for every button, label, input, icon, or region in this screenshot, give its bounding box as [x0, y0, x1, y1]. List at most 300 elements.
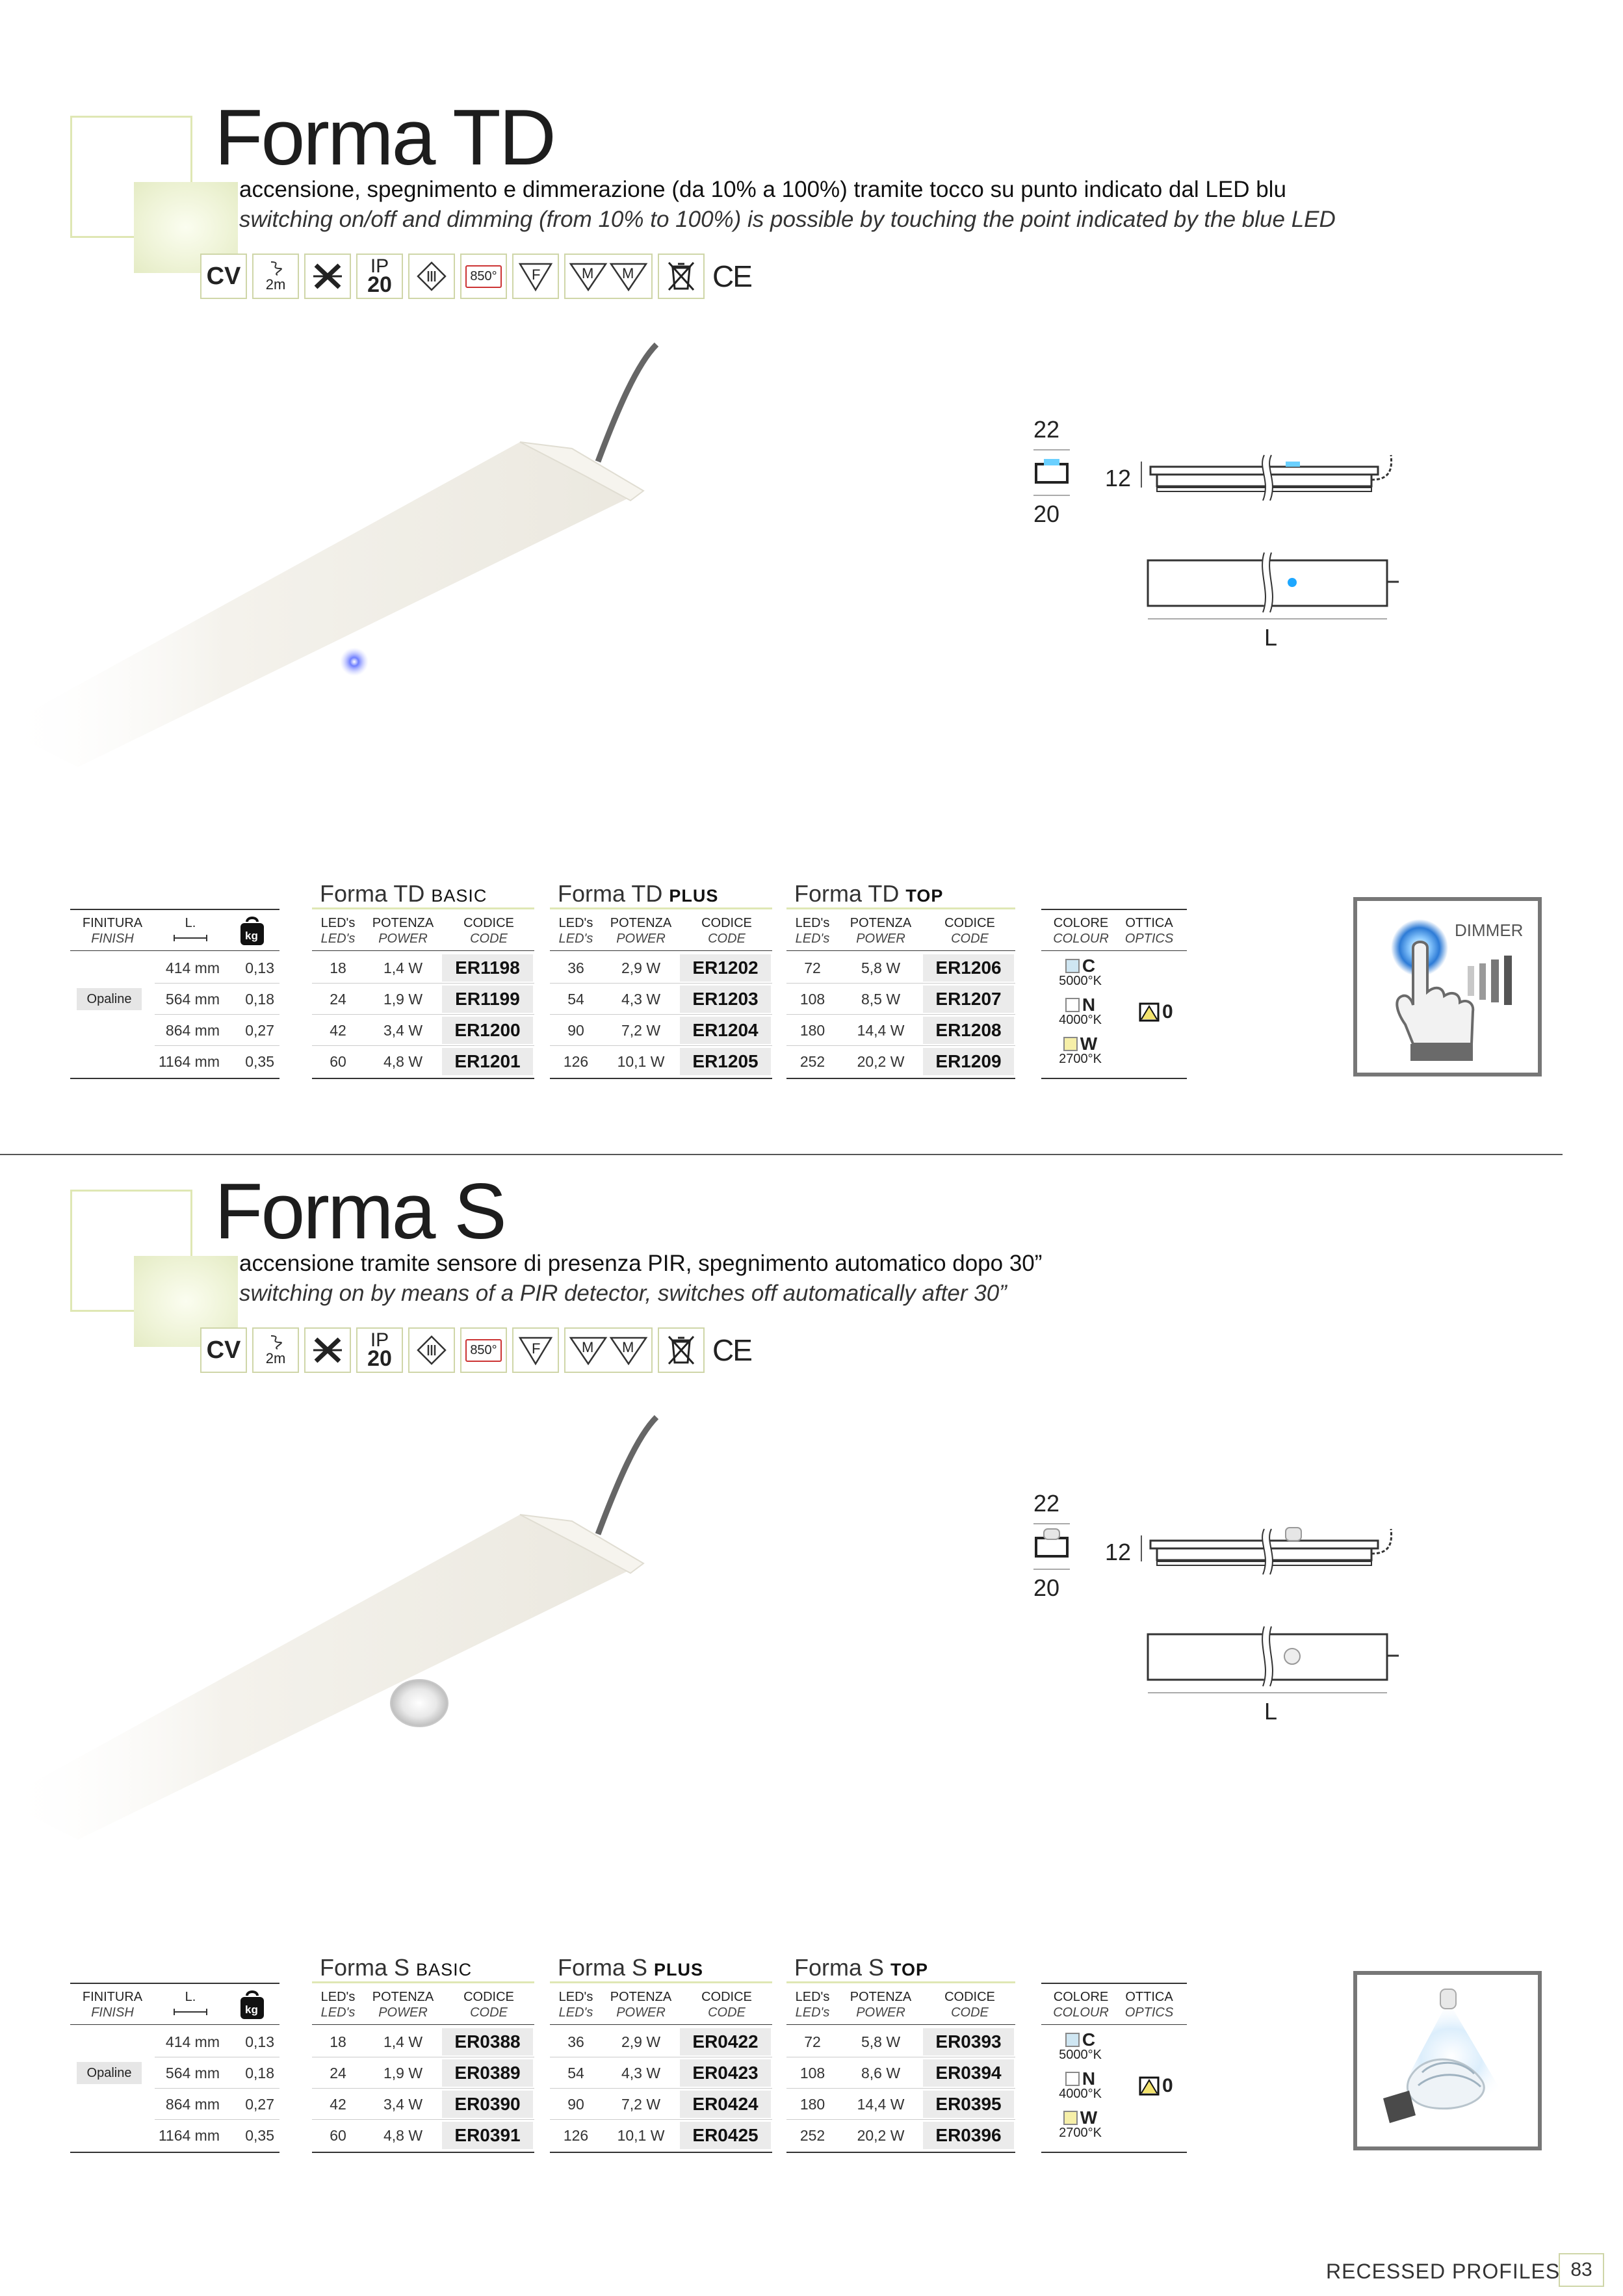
header-finish-it: FINITURA — [82, 1990, 143, 2004]
ip-label: IP — [370, 1329, 389, 1351]
certification-icons — [200, 1327, 751, 1373]
header-colour-it: COLORE — [1053, 1990, 1109, 2004]
variant-name: Forma TD — [794, 880, 900, 907]
header-power-it: POTENZA — [372, 1990, 434, 2004]
variant-accent-rule — [312, 907, 534, 909]
color-table-bottom-rule — [1041, 1078, 1187, 1079]
dim-width: 22 — [1033, 416, 1060, 443]
leds-cell: 42 — [330, 1021, 346, 1039]
header-code-en: CODE — [470, 2005, 508, 2020]
header-leds-it: LED's — [320, 916, 356, 930]
header-code-en: CODE — [708, 932, 746, 946]
header-code — [681, 1989, 772, 2020]
row-rule — [786, 983, 1015, 984]
power-cell: 3,4 W — [383, 1021, 423, 1039]
cable-2m-icon — [252, 254, 299, 299]
table-bottom-rule — [312, 1078, 534, 1079]
color-option — [1054, 2068, 1106, 2102]
code-cell: ER0393 — [923, 2028, 1014, 2055]
variant-tier: TOP — [890, 1960, 929, 1979]
table-row — [312, 1048, 533, 1075]
header-power-en: POWER — [856, 932, 905, 946]
row-rule — [155, 2088, 279, 2089]
table-row — [312, 954, 533, 982]
table-bottom-rule — [312, 2152, 534, 2153]
header-colour-en: COLOUR — [1053, 932, 1109, 946]
header-leds — [550, 915, 602, 946]
table-row — [550, 2028, 771, 2055]
table-row — [786, 2059, 1014, 2087]
header-leds-it: LED's — [558, 916, 593, 930]
row-rule — [155, 1014, 279, 1015]
leds-cell: 18 — [330, 2033, 346, 2050]
table-header-rule — [70, 950, 279, 951]
beam-icon — [1139, 2076, 1160, 2096]
color-option — [1054, 956, 1106, 989]
power-cell: 1,9 W — [383, 990, 423, 1008]
swatch-icon — [1063, 2111, 1078, 2125]
table-row — [786, 985, 1014, 1013]
swatch-icon — [1065, 2072, 1080, 2086]
weee-bin-icon — [658, 1327, 705, 1373]
header-power-it: POTENZA — [850, 916, 912, 930]
row-rule — [550, 2088, 772, 2089]
description-italian: accensione, spegnimento e dimmerazione (da 10% a 100%) tramite tocco su punto indicato dal LED blu — [239, 177, 1286, 202]
header-finish-en: FINISH — [91, 932, 134, 946]
header-power-it: POTENZA — [850, 1990, 912, 2004]
header-code-en: CODE — [708, 2005, 746, 2020]
header-leds-it: LED's — [558, 1990, 593, 2004]
power-cell: 1,4 W — [383, 959, 423, 976]
table-bottom-rule — [70, 1078, 279, 1079]
power-cell: 4,3 W — [621, 2064, 661, 2081]
code-cell: ER0394 — [923, 2059, 1014, 2087]
code-cell: ER0423 — [680, 2059, 771, 2087]
header-power — [364, 1989, 442, 2020]
color-850-label: 850° — [465, 1339, 501, 1362]
header-code — [443, 1989, 534, 2020]
table-bottom-rule — [550, 1078, 772, 1079]
leds-cell: 90 — [567, 1021, 584, 1039]
variant-tier: BASIC — [431, 886, 487, 906]
table-row — [786, 1048, 1014, 1075]
class-iii-icon — [408, 1327, 455, 1373]
header-power-en: POWER — [378, 932, 428, 946]
header-optics-it: OTTICA — [1125, 916, 1173, 930]
color-temp: 4000°K — [1059, 2087, 1102, 2101]
table-row — [155, 2059, 274, 2087]
color-850-icon — [460, 1327, 507, 1373]
no-dimmer-icon — [304, 254, 351, 299]
header-power — [838, 1989, 923, 2020]
leds-cell: 54 — [567, 2064, 584, 2081]
svg-text:kg: kg — [245, 2003, 258, 2016]
product-image — [0, 325, 682, 767]
dim-length: L — [1264, 624, 1278, 651]
color-letter: N — [1082, 995, 1096, 1015]
table-bottom-rule — [550, 2152, 772, 2153]
header-power — [602, 915, 680, 946]
color-table-top-rule — [1041, 1983, 1187, 1984]
table-row — [786, 2091, 1014, 2118]
color-850-label: 850° — [465, 265, 501, 288]
finish-value: Opaline — [77, 988, 142, 1010]
length-cell: 1164 mm — [158, 2126, 220, 2144]
cv-icon: CV — [200, 254, 247, 299]
variant-accent-rule — [550, 907, 772, 909]
table-row — [786, 2028, 1014, 2055]
row-rule — [786, 1045, 1015, 1046]
header-length — [168, 1989, 213, 2020]
header-power-en: POWER — [378, 2005, 428, 2020]
power-cell: 2,9 W — [621, 959, 661, 976]
power-cell: 10,1 W — [617, 1052, 665, 1070]
optic-option — [1139, 2075, 1173, 2097]
table-row — [155, 1048, 274, 1075]
dim-depth: 20 — [1033, 1574, 1060, 1601]
header-leds-en: LED's — [320, 2005, 356, 2020]
variant-tier: TOP — [905, 886, 944, 906]
weight-cell: 0,18 — [245, 2064, 274, 2081]
row-rule — [786, 2088, 1015, 2089]
leds-cell: 72 — [804, 959, 821, 976]
table-row — [155, 2122, 274, 2149]
leds-cell: 60 — [330, 1052, 346, 1070]
power-cell: 4,8 W — [383, 1052, 423, 1070]
code-cell: ER1199 — [442, 985, 533, 1013]
table-header-rule — [312, 2024, 534, 2025]
variant-title-basic — [320, 880, 487, 907]
class-iii-icon — [408, 254, 455, 299]
svg-text:M: M — [582, 265, 594, 281]
variant-name: Forma S — [320, 1954, 410, 1981]
power-cell: 1,4 W — [383, 2033, 423, 2050]
header-power — [838, 915, 923, 946]
header-code-it: CODICE — [701, 916, 752, 930]
dim-height: 12 — [1105, 465, 1132, 491]
ip-label: IP — [370, 255, 389, 277]
swatch-icon — [1065, 998, 1080, 1012]
product-image — [0, 1398, 682, 1840]
leds-cell: 72 — [804, 2033, 821, 2050]
variant-name: Forma S — [558, 1954, 648, 1981]
f-mark-icon — [512, 254, 559, 299]
table-row — [312, 2059, 533, 2087]
header-optics — [1117, 1989, 1182, 2020]
header-colour — [1045, 915, 1117, 946]
header-finish-en: FINISH — [91, 2005, 134, 2020]
color-temp: 4000°K — [1059, 1013, 1102, 1027]
header-code-en: CODE — [951, 932, 989, 946]
swatch-icon — [1065, 959, 1080, 973]
code-cell: ER0391 — [442, 2122, 533, 2149]
power-cell: 3,4 W — [383, 2095, 423, 2113]
length-cell: 864 mm — [165, 1021, 220, 1039]
header-power — [364, 915, 442, 946]
power-cell: 5,8 W — [861, 2033, 901, 2050]
leds-cell: 252 — [799, 1052, 825, 1070]
variant-accent-rule — [786, 1981, 1015, 1983]
code-cell: ER1207 — [923, 985, 1014, 1013]
table-row — [786, 954, 1014, 982]
header-leds — [786, 1989, 838, 2020]
variant-accent-rule — [550, 1981, 772, 1983]
ce-mark-icon: CE — [712, 259, 751, 293]
power-cell: 20,2 W — [857, 2126, 905, 2144]
table-row — [155, 954, 274, 982]
code-cell: ER1203 — [680, 985, 771, 1013]
code-cell: ER0422 — [680, 2028, 771, 2055]
leds-cell: 24 — [330, 2064, 346, 2081]
swatch-icon — [1065, 2033, 1080, 2047]
weight-icon — [238, 1989, 266, 2020]
header-finish — [77, 915, 148, 946]
length-arrow-icon — [172, 2007, 209, 2016]
leds-cell: 108 — [799, 990, 825, 1008]
optic-value: 0 — [1162, 1001, 1173, 1023]
power-cell: 10,1 W — [617, 2126, 665, 2144]
header-code-it: CODICE — [701, 1990, 752, 2004]
finish-value: Opaline — [77, 2062, 142, 2084]
color-letter: C — [1082, 2029, 1096, 2050]
table-row — [312, 2122, 533, 2149]
power-cell: 20,2 W — [857, 1052, 905, 1070]
swatch-icon — [1063, 1037, 1078, 1051]
profile-drawing — [1020, 442, 1410, 637]
color-table-top-rule — [1041, 909, 1187, 910]
length-cell: 414 mm — [165, 2033, 220, 2050]
optic-value: 0 — [1162, 2075, 1173, 2096]
leds-cell: 42 — [330, 2095, 346, 2113]
power-cell: 14,4 W — [857, 2095, 905, 2113]
code-cell: ER0390 — [442, 2091, 533, 2118]
variant-accent-rule — [312, 1981, 534, 1983]
power-cell: 1,9 W — [383, 2064, 423, 2081]
touch-hand-icon — [1370, 914, 1533, 1063]
header-leds — [786, 915, 838, 946]
power-cell: 8,6 W — [861, 2064, 901, 2081]
weee-bin-icon — [658, 254, 705, 299]
svg-text:kg: kg — [245, 930, 258, 942]
variant-tier: PLUS — [654, 1960, 704, 1979]
leds-cell: 36 — [567, 2033, 584, 2050]
code-cell: ER1205 — [680, 1048, 771, 1075]
table-row — [155, 985, 274, 1013]
weight-cell: 0,13 — [245, 959, 274, 976]
row-rule — [550, 1045, 772, 1046]
color-letter: N — [1082, 2068, 1096, 2089]
dimmer-feature-box — [1353, 897, 1542, 1076]
table-header-rule — [312, 950, 534, 951]
row-rule — [550, 983, 772, 984]
table-row — [786, 2122, 1014, 2149]
color-option — [1054, 2107, 1106, 2141]
variant-tier: BASIC — [416, 1960, 473, 1979]
color-temp: 5000°K — [1059, 974, 1102, 988]
header-colour-it: COLORE — [1053, 916, 1109, 930]
table-top-rule — [70, 1983, 279, 1984]
header-length-label: L. — [185, 1990, 196, 2004]
table-row — [550, 1017, 771, 1044]
leds-cell: 180 — [799, 1021, 825, 1039]
color-option — [1054, 2029, 1106, 2063]
f-mark-icon — [512, 1327, 559, 1373]
leds-cell: 18 — [330, 959, 346, 976]
header-code — [924, 1989, 1015, 2020]
dim-height: 12 — [1105, 1539, 1132, 1565]
table-row — [550, 1048, 771, 1075]
header-code-it: CODICE — [944, 916, 995, 930]
variant-name: Forma TD — [320, 880, 425, 907]
length-cell: 414 mm — [165, 959, 220, 976]
row-rule — [312, 2088, 534, 2089]
section-title: Forma S — [214, 1167, 505, 1255]
table-row — [550, 985, 771, 1013]
description-english: switching on by means of a PIR detector, switches off automatically after 30” — [239, 1281, 1007, 1306]
code-cell: ER0395 — [923, 2091, 1014, 2118]
table-header-rule — [550, 950, 772, 951]
ip-rating: 20 — [367, 1346, 392, 1371]
header-optics-it: OTTICA — [1125, 1990, 1173, 2004]
color-temp: 2700°K — [1059, 2126, 1102, 2140]
power-cell: 4,8 W — [383, 2126, 423, 2144]
header-power-it: POTENZA — [610, 1990, 672, 2004]
length-cell: 564 mm — [165, 990, 220, 1008]
header-leds-en: LED's — [320, 932, 356, 946]
color-table-header-rule — [1041, 2024, 1187, 2025]
variant-accent-rule — [786, 907, 1015, 909]
dim-width: 22 — [1033, 1490, 1060, 1517]
table-row — [312, 1017, 533, 1044]
mm-mark-icon — [564, 1327, 653, 1373]
leds-cell: 60 — [330, 2126, 346, 2144]
code-cell: ER0396 — [923, 2122, 1014, 2149]
table-header-rule — [786, 950, 1015, 951]
leds-cell: 54 — [567, 990, 584, 1008]
header-code — [924, 915, 1015, 946]
color-letter: W — [1080, 2107, 1098, 2128]
ip-rating: 20 — [367, 272, 392, 297]
variant-title-top — [794, 1954, 928, 1981]
code-cell: ER1200 — [442, 1017, 533, 1044]
header-leds — [312, 915, 364, 946]
power-cell: 7,2 W — [621, 1021, 661, 1039]
mm-mark-icon — [564, 254, 653, 299]
header-code — [681, 915, 772, 946]
table-row — [312, 2091, 533, 2118]
code-cell: ER1201 — [442, 1048, 533, 1075]
code-cell: ER0424 — [680, 2091, 771, 2118]
header-optics-en: OPTICS — [1124, 932, 1174, 946]
header-code — [443, 915, 534, 946]
header-length-label: L. — [185, 916, 196, 930]
leds-cell: 126 — [563, 2126, 589, 2144]
length-arrow-icon — [172, 933, 209, 943]
no-dimmer-icon — [304, 1327, 351, 1373]
leds-cell: 180 — [799, 2095, 825, 2113]
row-rule — [312, 1045, 534, 1046]
leds-cell: 108 — [799, 2064, 825, 2081]
header-colour-en: COLOUR — [1053, 2005, 1109, 2020]
row-rule — [312, 983, 534, 984]
header-leds — [550, 1989, 602, 2020]
weight-cell: 0,35 — [245, 1052, 274, 1070]
code-cell: ER1208 — [923, 1017, 1014, 1044]
power-cell: 7,2 W — [621, 2095, 661, 2113]
table-row — [155, 2028, 274, 2055]
row-rule — [786, 2119, 1015, 2120]
weight-cell: 0,13 — [245, 2033, 274, 2050]
weight-icon — [238, 915, 266, 946]
variant-name: Forma TD — [558, 880, 663, 907]
code-cell: ER1204 — [680, 1017, 771, 1044]
power-cell: 4,3 W — [621, 990, 661, 1008]
cv-icon: CV — [200, 1327, 247, 1373]
variant-title-plus — [558, 1954, 703, 1981]
header-leds-en: LED's — [795, 2005, 830, 2020]
row-rule — [155, 1045, 279, 1046]
table-row — [786, 1017, 1014, 1044]
variant-title-top — [794, 880, 943, 907]
code-cell: ER0388 — [442, 2028, 533, 2055]
code-cell: ER0425 — [680, 2122, 771, 2149]
header-length — [168, 915, 213, 946]
pir-sensor-icon — [1364, 1981, 1533, 2144]
row-rule — [550, 1014, 772, 1015]
row-rule — [155, 983, 279, 984]
svg-text:F: F — [532, 1340, 541, 1357]
variant-title-plus — [558, 880, 718, 907]
color-option — [1054, 1034, 1106, 1067]
power-cell: 14,4 W — [857, 1021, 905, 1039]
power-cell: 5,8 W — [861, 959, 901, 976]
header-power-en: POWER — [616, 932, 666, 946]
table-row — [155, 2091, 274, 2118]
header-power — [602, 1989, 680, 2020]
length-cell: 564 mm — [165, 2064, 220, 2081]
header-power-en: POWER — [616, 2005, 666, 2020]
footer-category: RECESSED PROFILES — [1326, 2260, 1561, 2283]
header-power-it: POTENZA — [372, 916, 434, 930]
header-leds-it: LED's — [320, 1990, 356, 2004]
pir-sensor-feature-box — [1353, 1971, 1542, 2150]
cable-length-label: 2m — [265, 276, 286, 293]
ce-mark-icon: CE — [712, 1333, 751, 1367]
row-rule — [312, 1014, 534, 1015]
code-cell: ER0389 — [442, 2059, 533, 2087]
length-cell: 864 mm — [165, 2095, 220, 2113]
svg-text:M: M — [622, 265, 634, 281]
section-title: Forma TD — [214, 93, 554, 181]
dim-depth: 20 — [1033, 501, 1060, 527]
table-row — [550, 2059, 771, 2087]
leds-cell: 24 — [330, 990, 346, 1008]
color-850-icon — [460, 254, 507, 299]
svg-text:M: M — [622, 1339, 634, 1355]
leds-cell: 90 — [567, 2095, 584, 2113]
variant-title-basic — [320, 1954, 472, 1981]
svg-text:F: F — [532, 267, 541, 283]
code-cell: ER1198 — [442, 954, 533, 982]
ip20-icon — [356, 1327, 403, 1373]
optic-option — [1139, 1001, 1173, 1023]
cable-length-label: 2m — [265, 1350, 286, 1366]
header-code-en: CODE — [951, 2005, 989, 2020]
table-row — [550, 2091, 771, 2118]
header-finish-it: FINITURA — [82, 916, 143, 930]
header-power-en: POWER — [856, 2005, 905, 2020]
code-cell: ER1209 — [923, 1048, 1014, 1075]
